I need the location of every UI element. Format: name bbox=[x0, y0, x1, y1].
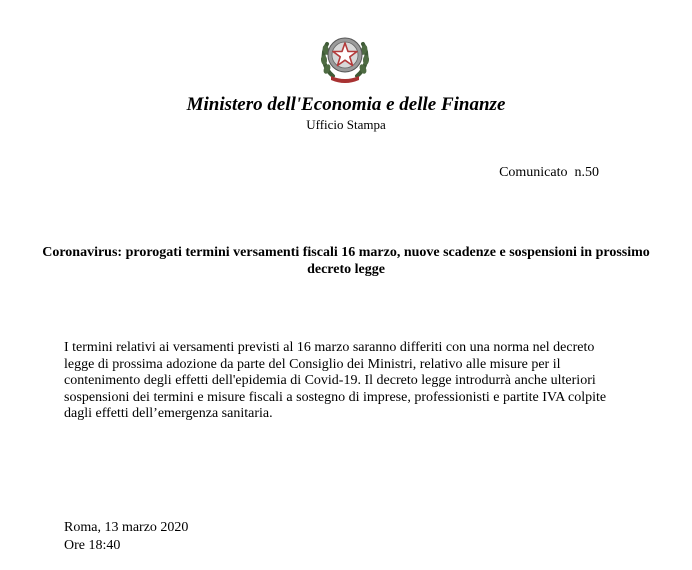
ministry-title: Ministero dell'Economia e delle Finanze bbox=[186, 94, 506, 115]
press-release-headline: Coronavirus: prorogati termini versamenti fiscali 16 marzo, nuove scadenze e sospensioni in prossimo decreto legge bbox=[42, 245, 650, 277]
place-and-date: Roma, 13 marzo 2020 bbox=[64, 520, 189, 535]
press-release-body: I termini relativi ai versamenti previsti al 16 marzo saranno differiti con una norma nel decreto legge di prossima adozione da parte del Consiglio dei Ministri, relativo alle misure per il contenimento degli effetti dell'epidemia di Covid-19. Il decreto legge introdurrà anche ulteriori sospensioni dei termini e misure fiscali a sostegno di imprese, professionisti e partite IVA colpite dagli effetti dell’emergenza sanitaria. bbox=[64, 340, 607, 421]
office-name: Ufficio Stampa bbox=[306, 117, 386, 132]
release-time: Ore 18:40 bbox=[64, 538, 121, 553]
italian-republic-emblem-icon bbox=[317, 26, 373, 84]
communique-number: Comunicato n.50 bbox=[499, 165, 599, 180]
